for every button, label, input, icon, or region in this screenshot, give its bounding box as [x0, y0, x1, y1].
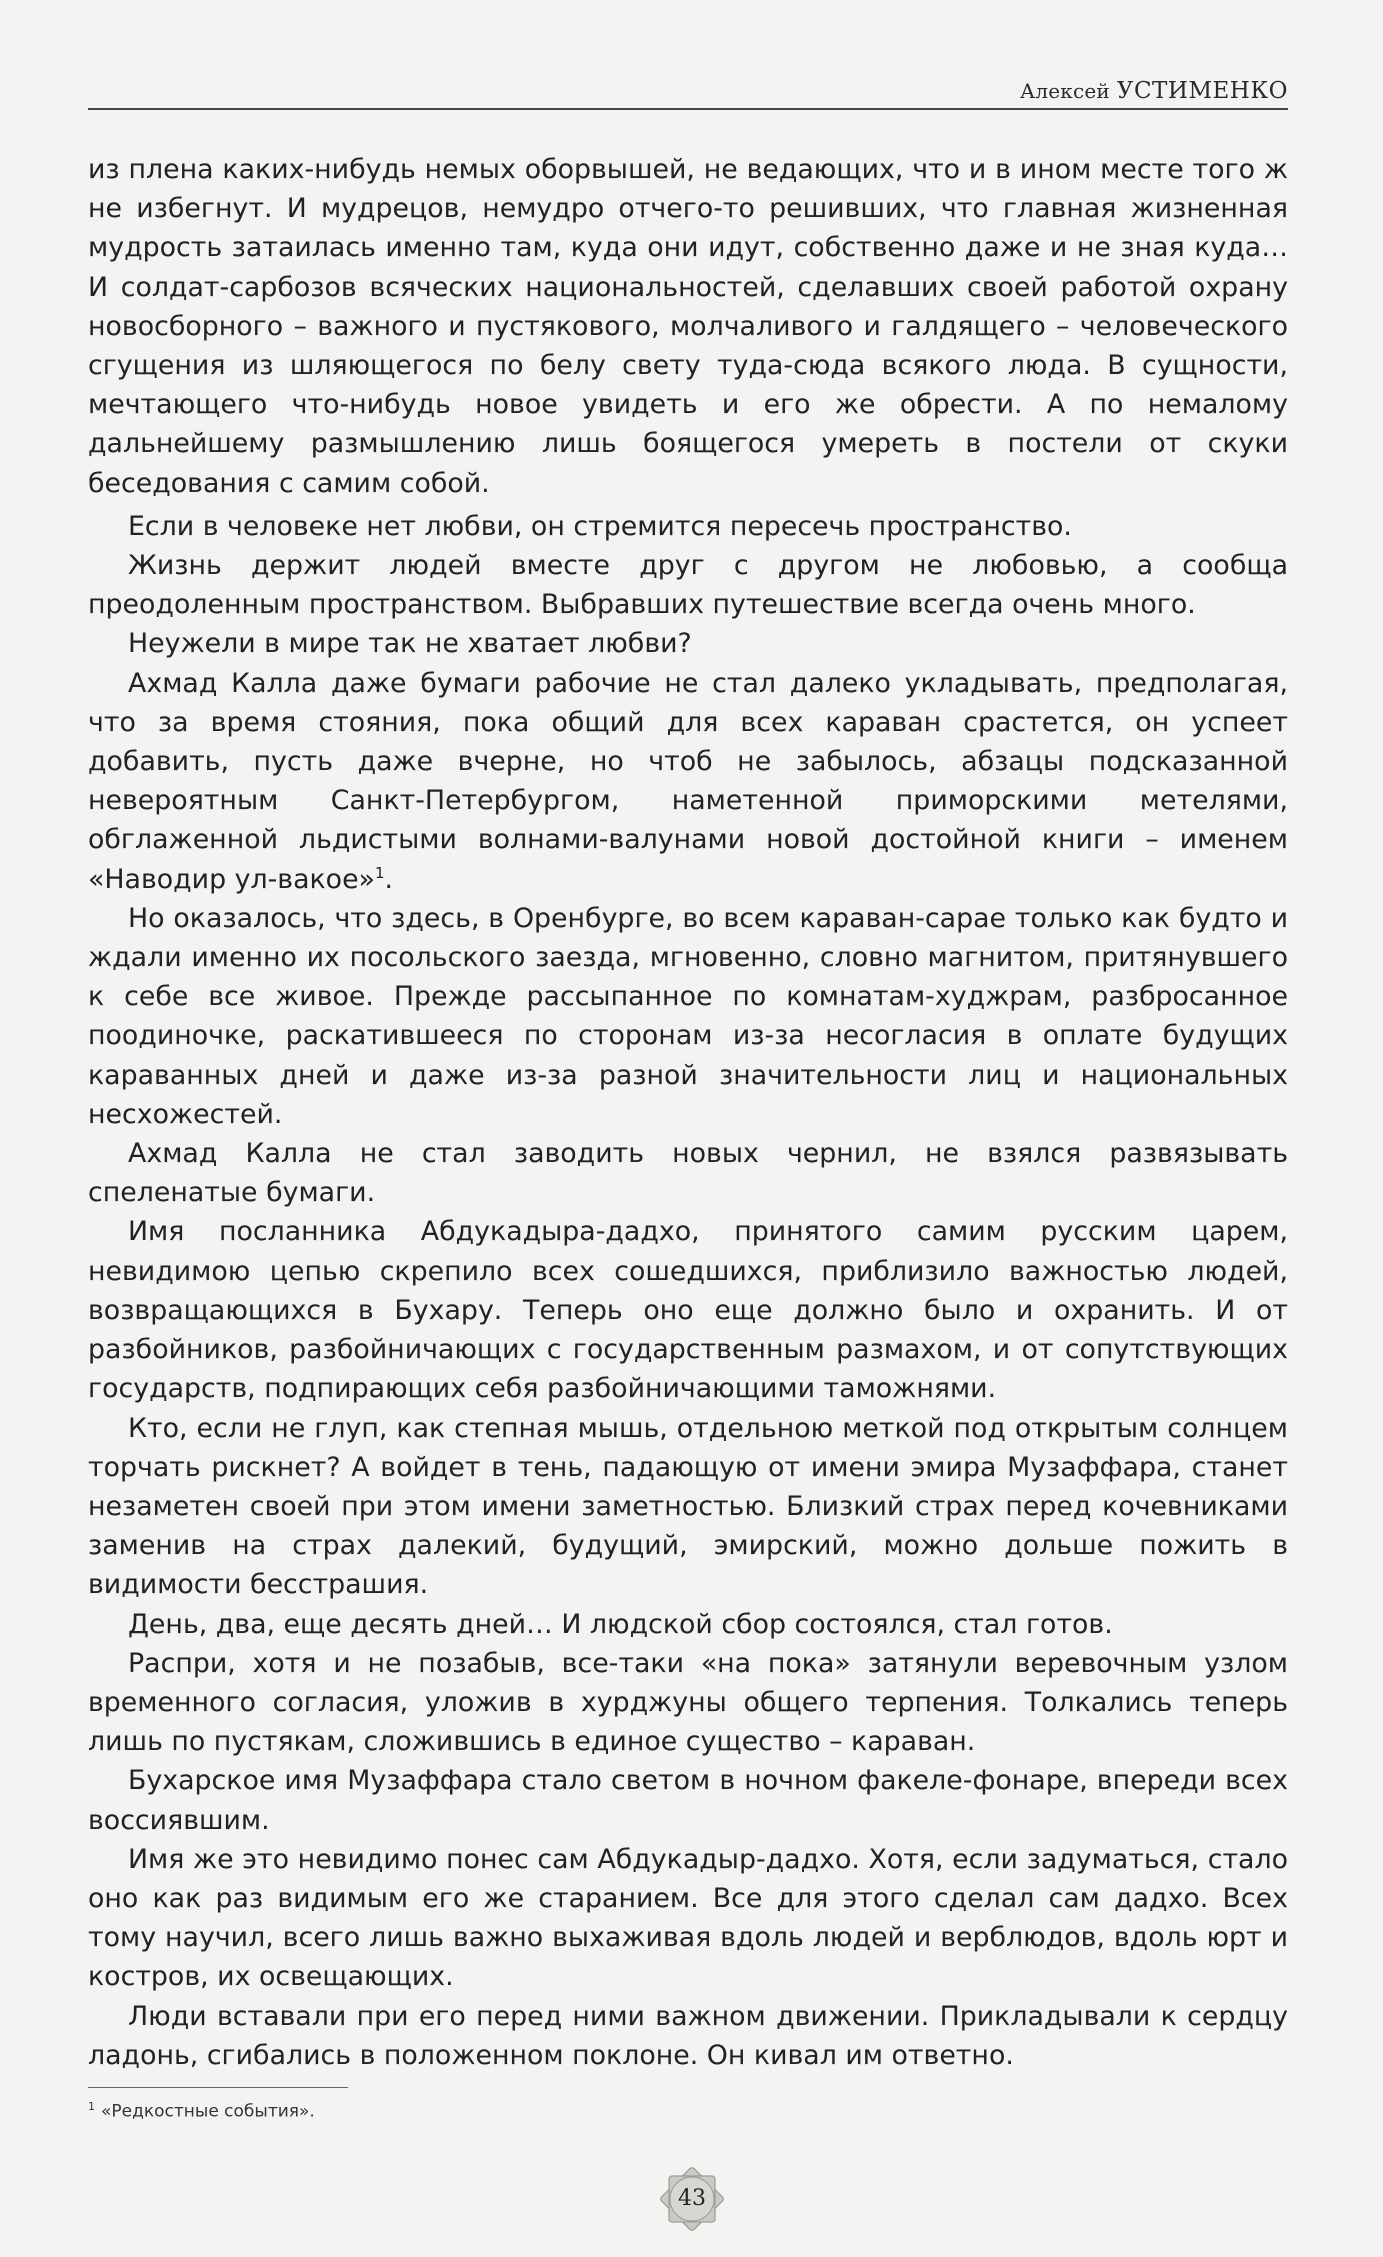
footnote-mark: 1: [88, 2100, 95, 2113]
running-head: [88, 78, 1288, 104]
paragraph: Ахмад Калла даже бумаги рабочие не стал далеко укладывать, предполагая, что за время стояния, пока общий для всех караван срастется, он успеет добавить, пусть даже вчерне, но чтоб не забылось, абзацы подсказанной невероятным Санкт-Петербургом, наметенной приморскими метелями, обглаженной льдистыми волнами-валунами новой достойной книги – именем «Наводир ул-вакое»$^1$.: [88, 667, 1288, 895]
paragraph: Но оказалось, что здесь, в Оренбурге, во всем караван-сарае только как будто и ждали именно их посольского заезда, мгновенно, словно магнитом, притянувшего к себе все живое. Прежде рассыпанное по комнатам-худжрам, разбросанное поодиночке, раскатившееся по сторонам из-за несогласия в оплате будущих караванных дней и даже из-за разной значительности лиц и национальных несхожестей.: [88, 902, 1288, 1130]
paragraph: Жизнь держит людей вместе друг с другом не любовью, а сообща преодоленным пространством. Выбравших путешествие всегда очень много.: [88, 550, 1288, 621]
paragraph: Люди вставали при его перед ними важном движении. Прикладывали к сердцу ладонь, сгибались в положенном поклоне. Он кивал им ответно.: [88, 2000, 1288, 2071]
footnote-ref[interactable]: 1: [374, 863, 385, 882]
page-number-badge: [653, 2160, 731, 2238]
paragraph: Имя же это невидимо понес сам Абдукадыр-дадхо. Хотя, если задуматься, стало оно как раз видимым его же старанием. Все для этого сделал сам дадхо. Всех тому научил, всего лишь важно выхаживая вдоль людей и верблюдов, вдоль юрт и костров, их освещающих.: [88, 1843, 1288, 1993]
paragraph: Если в человеке нет любви, он стремится пересечь пространство.: [128, 510, 1072, 542]
paragraph: из плена каких-нибудь немых оборвышей, не ведающих, что и в ином месте того ж не избегнут. И мудрецов, немудро отчего-то решивших, что главная жизненная мудрость затаилась именно там, куда они идут, собственно даже и не зная куда… И солдат-сарбозов всяческих национальностей, сделавших своей работой охрану новосборного – важного и пустякового, молчаливого и галдящего – человеческого сгущения из шляющегося по белу свету туда-сюда всякого люда. В сущности, мечтающего что-нибудь новое увидеть и его же обрести. А по немалому дальнейшему размышлению лишь боящегося умереть в постели от скуки беседования с самим собой.: [88, 154, 1288, 499]
paragraph: Распри, хотя и не позабыв, все-таки «на пока» затянули веревочным узлом временного согласия, уложив в хурджуны общего терпения. Толкались теперь лишь по пустякам, сложившись в единое существо – караван.: [88, 1647, 1288, 1758]
paragraph: Неужели в мире так не хватает любви?: [128, 628, 692, 660]
paragraph: Имя посланника Абдукадыра-дадхо, принятого самим русским царем, невидимою цепью скрепило всех сошедшихся, приблизило важностью людей, возвращающихся в Бухару. Теперь оно еще должно было и охранить. И от разбойников, разбойничающих с государственным размахом, и от сопутствующих государств, подпирающих себя разбойничающими таможнями.: [88, 1216, 1288, 1405]
body-text: [88, 150, 1288, 2075]
author-last-name: УСТИМЕНКО: [1116, 78, 1288, 104]
footnote: [88, 2100, 315, 2122]
paragraph: Кто, если не глуп, как степная мышь, отдельною меткой под открытым солнцем торчать рискнет? А войдет в тень, падающую от имени эмира Музаффара, станет незаметен своей при этом имени заметностью. Близкий страх перед кочевниками заменив на страх далекий, будущий, эмирский, можно дольше пожить в видимости бесстрашия.: [88, 1412, 1288, 1601]
paragraph: Бухарское имя Музаффара стало светом в ночном факеле-фонаре, впереди всех воссиявшим.: [88, 1765, 1288, 1836]
paragraph: День, два, еще десять дней… И людской сбор состоялся, стал готов.: [128, 1608, 1113, 1640]
paragraph: Ахмад Калла не стал заводить новых чернил, не взялся развязывать спеленатые бумаги.: [88, 1138, 1288, 1209]
footnote-rule: [88, 2087, 348, 2088]
header-rule: [88, 108, 1288, 110]
author-first-name: Алексей: [1019, 79, 1110, 103]
page-number: 43: [678, 2186, 706, 2211]
footnote-text: «Редкостные события».: [101, 2101, 315, 2122]
